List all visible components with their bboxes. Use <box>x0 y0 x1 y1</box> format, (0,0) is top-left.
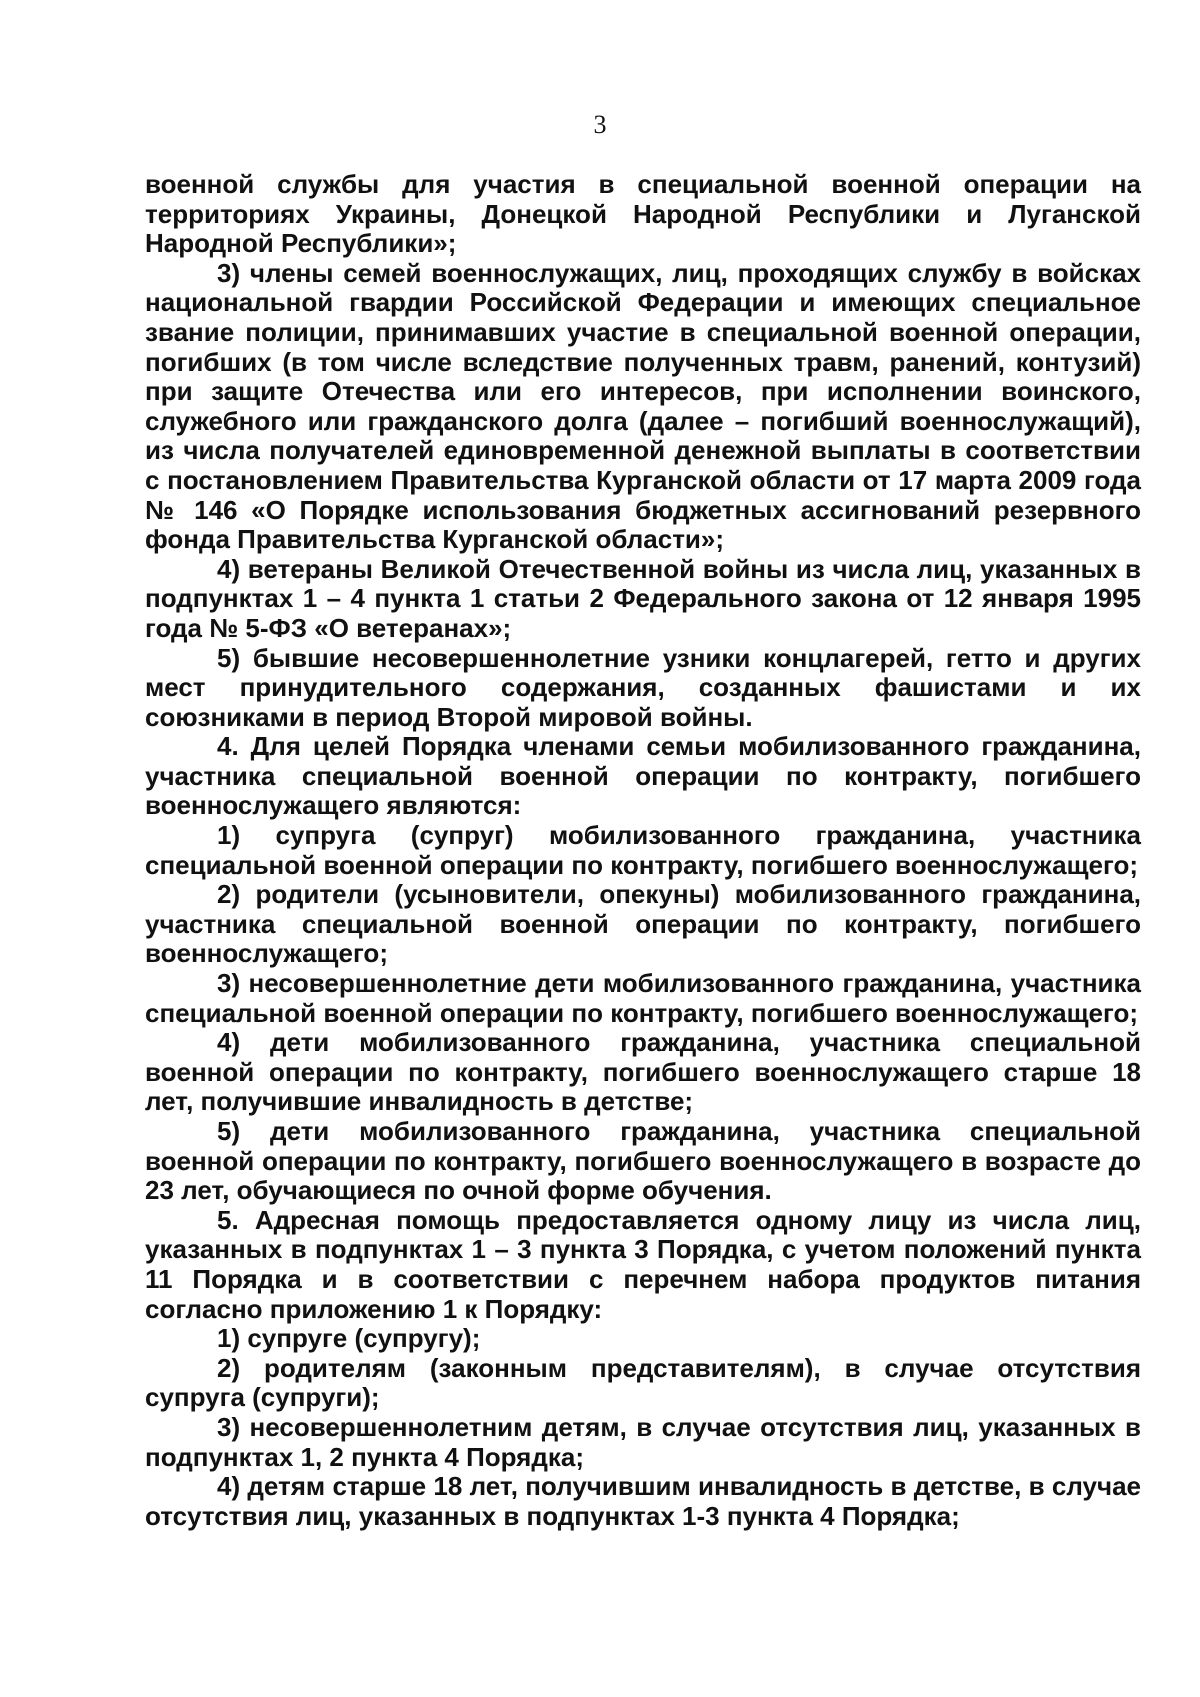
paragraph: 5) дети мобилизованного гражданина, участника специальной военной операции по контракту, погибшего военнослужащего в возрасте до 23 лет, обучающиеся по очной форме обучения. <box>145 1116 1141 1206</box>
paragraph: 5. Адресная помощь предоставляется одному лицу из числа лиц, указанных в подпунктах 1 – 3 пункта 3 Порядка, с учетом положений пункта 11 Порядка и в соответствии с перечнем набора продуктов питания согласно приложению 1 к Порядку: <box>145 1204 1141 1324</box>
paragraph: 1) супруга (супруг) мобилизованного гражданина, участника специальной военной операции по контракту, погибшего военнослужащего; <box>145 820 1141 880</box>
paragraph: 4) ветераны Великой Отечественной войны из числа лиц, указанных в подпунктах 1 – 4 пункта 1 статьи 2 Федерального закона от 12 января 1995 года № 5-ФЗ «О ветеранах»; <box>145 553 1141 643</box>
paragraph: 4. Для целей Порядка членами семьи мобилизованного гражданина, участника специальной военной операции по контракту, погибшего военнослужащего являются: <box>145 731 1141 821</box>
paragraph: 5) бывшие несовершеннолетние узники концлагерей, гетто и других мест принудительного содержания, созданных фашистами и их союзниками в период Второй мировой войны. <box>145 642 1141 732</box>
paragraph: 4) детям старше 18 лет, получившим инвалидность в детстве, в случае отсутствия лиц, указанных в подпунктах 1-3 пункта 4 Порядка; <box>145 1471 1141 1531</box>
paragraph: 1) супруге (супругу); <box>217 1323 481 1354</box>
paragraph: 2) родителям (законным представителям), в случае отсутствия супруга (супруги); <box>145 1352 1141 1413</box>
document-body <box>145 170 1141 1531</box>
paragraph: 4) дети мобилизованного гражданина, участника специальной военной операции по контракту, погибшего военнослужащего старше 18 лет, получившие инвалидность в детстве; <box>145 1027 1141 1117</box>
paragraph: 3) несовершеннолетним детям, в случае отсутствия лиц, указанных в подпунктах 1, 2 пункта 4 Порядка; <box>145 1411 1141 1472</box>
paragraph: 3) несовершеннолетние дети мобилизованного гражданина, участника специальной военной операции по контракту, погибшего военнослужащего; <box>145 968 1141 1028</box>
paragraph: 2) родители (усыновители, опекуны) мобилизованного гражданина, участника специальной военной операции по контракту, погибшего военнослужащего; <box>145 879 1141 969</box>
page-number: 3 <box>593 110 607 139</box>
paragraph: военной службы для участия в специальной военной операции на территориях Украины, Донецкой Народной Республики и Луганской Народной Республики»; <box>145 169 1141 259</box>
paragraph: 3) члены семей военнослужащих, лиц, проходящих службу в войсках национальной гвардии Российской Федерации и имеющих специальное звание полиции, принимавших участие в специальной военной операции, погибших (в том числе вследствие полученных травм, ранений, контузий) при защите Отечества или его интересов, при исполнении воинского, служебного или гражданского долга (далее – погибший военнослужащий), из числа получателей единовременной денежной выплаты в соответствии с постановлением Правительства Курганской области от 17 марта 2009 года № 146 «О Порядке использования бюджетных ассигнований резервного фонда Правительства Курганской области»; <box>145 257 1141 555</box>
